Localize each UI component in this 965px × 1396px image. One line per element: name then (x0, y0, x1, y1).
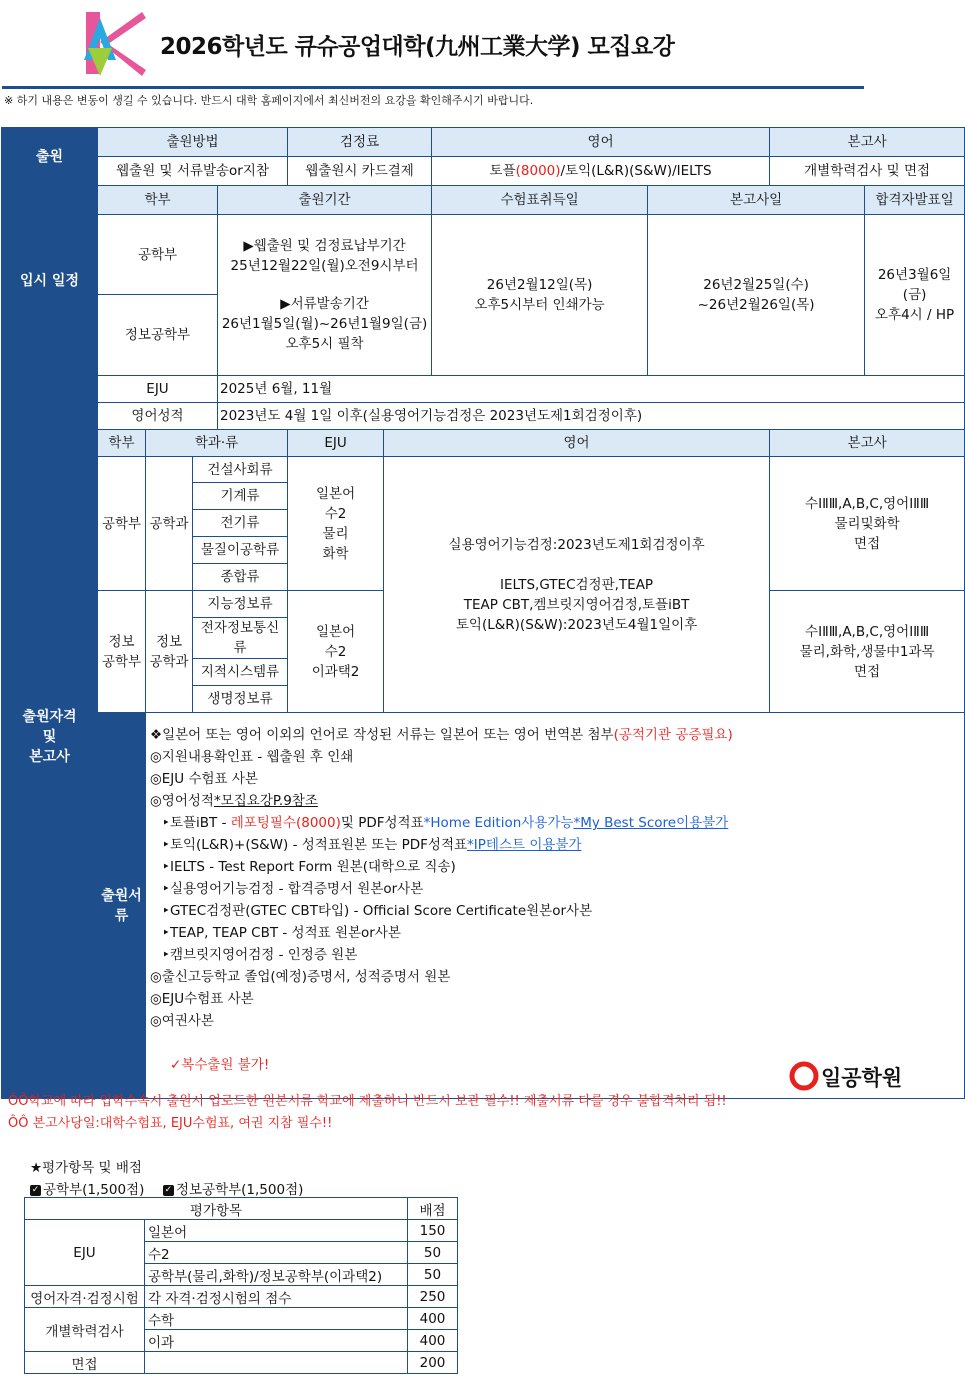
qualify-eju-info: 일본어 수2 이과택2 (288, 591, 384, 713)
course-item: 전기류 (193, 510, 288, 537)
eval-eju-label: EJU (25, 1220, 145, 1286)
doc-line: ◎EJU수험표 사본 (150, 991, 254, 1007)
qualify-header-dept: 학부 (98, 430, 146, 457)
doc-line: ‣IELTS - Test Report Form 원본(대학으로 직송) (162, 859, 456, 875)
eval-score: 400 (408, 1308, 458, 1330)
apply-header-method: 출원방법 (98, 128, 288, 157)
documents-section-label: 출원서류 (98, 713, 146, 1099)
eval-score: 150 (408, 1220, 458, 1242)
qualify-header-english: 영어 (384, 430, 770, 457)
footer-note: ÔÔ 본고사당일:대학수험표, EJU수험표, 여권 지참 필수!! (8, 1116, 333, 1131)
schedule-header-period: 출원기간 (218, 186, 432, 215)
eval-score: 50 (408, 1242, 458, 1264)
doc-line: ◎EJU 수험표 사본 (150, 771, 258, 787)
schedule-period: ▶웹출원 및 검정료납부기간 25년12월22일(월)오전9시부터 ▶서류발송기간 26년1월5일(월)~26년1월9일(금) 오후5시 필착 (218, 215, 432, 376)
schedule-result: 26년3월6일(금) 오후4시 / HP (865, 215, 965, 376)
eval-item: 각 자격·검정시험의 점수 (145, 1286, 408, 1308)
qualify-section-label: 출원자격 및 본고사 (2, 376, 98, 1099)
course-item: 건설사회류 (193, 457, 288, 483)
qualify-header-exam: 본고사 (770, 430, 965, 457)
eval-score: 400 (408, 1330, 458, 1352)
apply-header-english: 영어 (432, 128, 770, 157)
eval-interview-label: 면접 (25, 1352, 145, 1374)
course-item: 지적시스템류 (193, 659, 288, 686)
apply-header-exam: 본고사 (770, 128, 965, 157)
doc-line: ◎여권사본 (150, 1013, 214, 1029)
schedule-header-dept: 학부 (98, 186, 218, 215)
doc-line: ‣토플iBT - 레포팅필수(8000)및 PDF성적표*Home Edition사용가능*My Best Score이용불가 (162, 815, 729, 831)
apply-fee: 웹출원시 카드결제 (288, 157, 432, 186)
schedule-header-exam-date: 본고사일 (648, 186, 865, 215)
doc-line: ◎지원내용확인표 - 웹출원 후 인쇄 (150, 749, 354, 765)
eval-score: 50 (408, 1264, 458, 1286)
eval-indiv-label: 개별학력검사 (25, 1308, 145, 1352)
course-item: 지능정보류 (193, 591, 288, 618)
qualify-dept-info: 정보 공학부 (98, 591, 146, 713)
schedule-section-label: 입시 일정 (2, 186, 98, 376)
apply-english: 토플(8000)/토익(L&R)(S&W)/IELTS (432, 157, 770, 186)
qualify-header-major: 학과·류 (146, 430, 288, 457)
schedule-exam-date: 26년2월25일(수) ~26년2월26일(목) (648, 215, 865, 376)
doc-line: ‣캠브릿지영어검정 - 인정증 원본 (162, 947, 358, 963)
no-multiple-apply-note: ✓복수출원 불가! (170, 1057, 270, 1073)
svg-text:일공학원: 일공학원 (821, 1066, 903, 1090)
qualify-exam-engineering: 수ⅠⅡⅢ,A,B,C,영어ⅠⅡⅢ 물리및화학 면접 (770, 457, 965, 591)
eval-header-score: 배점 (408, 1198, 458, 1220)
course-item: 종합류 (193, 564, 288, 591)
eval-item: 공학부(물리,화학)/정보공학부(이과택2) (145, 1264, 408, 1286)
check-icon: ✓ (31, 1184, 40, 1195)
doc-line: ‣TEAP, TEAP CBT - 성적표 원본or사본 (162, 925, 401, 941)
eval-item: 수2 (145, 1242, 408, 1264)
qualify-header-eju: EJU (288, 430, 384, 457)
qualify-exam-info: 수ⅠⅡⅢ,A,B,C,영어ⅠⅡⅢ 물리,화학,생물中1과목 면접 (770, 591, 965, 713)
apply-method: 웹출원 및 서류발송or지참 (98, 157, 288, 186)
eval-item: 일본어 (145, 1220, 408, 1242)
header-divider (2, 86, 864, 89)
course-item: 기계류 (193, 483, 288, 510)
qualify-eju-value: 2025년 6월, 11월 (218, 376, 965, 403)
doc-line: ‣토익(L&R)+(S&W) - 성적표원본 또는 PDF성적표*IP테스트 이용불가 (162, 837, 582, 853)
footer-note: ÔÔ학교에 따라 입학수속시 출원시 업로드한 원본서류 학교에 제출하니 반드시 보관 필수!! 제출서류 다를 경우 불합격처리 됨!! (8, 1094, 727, 1109)
doc-line: ◎영어성적*모집요강P.9참조 (150, 793, 318, 809)
course-item: 물질이공학류 (193, 537, 288, 564)
qualify-english-value: 2023년도 4월 1일 이후(실용영어기능검정은 2023년도제1회검정이후) (218, 403, 965, 430)
eval-item-empty (145, 1352, 408, 1374)
eval-item: 수학 (145, 1308, 408, 1330)
qualify-english-label: 영어성적 (98, 403, 218, 430)
schedule-ticket: 26년2월12일(목) 오후5시부터 인쇄가능 (432, 215, 648, 376)
doc-line: ‣실용영어기능검정 - 합격증명서 원본or사본 (162, 881, 424, 897)
page-title: 2026학년도 큐슈공업대학(九州工業大学) 모집요강 (160, 34, 675, 60)
university-logo (82, 8, 148, 78)
eval-item: 이과 (145, 1330, 408, 1352)
apply-exam: 개별학력검사 및 면접 (770, 157, 965, 186)
doc-line: ◎출신고등학교 졸업(예정)증명서, 성적증명서 원본 (150, 969, 451, 985)
qualify-major-engineering: 공학과 (146, 457, 193, 591)
qualify-english-requirements: 실용영어기능검정:2023년도제1회검정이후 IELTS,GTEC검정판,TEAP TEAP CBT,켐브릿지영어검정,토플iBT 토익(L&R)(S&W):2023년도4월1일이후 (384, 457, 770, 713)
eval-header-item: 평가항목 (25, 1198, 408, 1220)
doc-line: ❖일본어 또는 영어 이외의 언어로 작성된 서류는 일본어 또는 영어 번역본 첨부(공적기관 공증필요) (150, 727, 733, 743)
course-item: 전자정보통신류 (193, 618, 288, 659)
evaluation-table (24, 1197, 458, 1374)
evaluation-heading: ★평가항목 및 배점 (30, 1160, 142, 1176)
qualify-major-info: 정보 공학과 (146, 591, 193, 713)
eval-score: 250 (408, 1286, 458, 1308)
ilgong-academy-logo (789, 1059, 909, 1093)
eval-cert-label: 영어자격·검정시험 (25, 1286, 145, 1308)
apply-section-label: 출원 (2, 128, 98, 186)
schedule-dept-engineering: 공학부 (98, 215, 218, 295)
check-icon: ✓ (164, 1184, 173, 1195)
apply-header-fee: 검정료 (288, 128, 432, 157)
eval-score: 200 (408, 1352, 458, 1374)
admission-table (1, 127, 965, 1099)
schedule-header-ticket: 수험표취득일 (432, 186, 648, 215)
course-item: 생명정보류 (193, 686, 288, 713)
doc-line: ‣GTEC검정판(GTEC CBT타입) - Official Score Certificate원본or사본 (162, 903, 593, 919)
qualify-eju-engineering: 일본어 수2 물리 화학 (288, 457, 384, 591)
schedule-dept-info: 정보공학부 (98, 295, 218, 376)
qualify-eju-label: EJU (98, 376, 218, 403)
schedule-header-result: 합격자발표일 (865, 186, 965, 215)
evaluation-departments: ✓ 공학부(1,500점) ✓ 정보공학부(1,500점) (31, 1182, 304, 1198)
qualify-dept-engineering: 공학부 (98, 457, 146, 591)
notice-text: ※ 하기 내용은 변동이 생길 수 있습니다. 반드시 대학 홈페이지에서 최신버전의 요강을 확인해주시기 바랍니다. (4, 94, 534, 107)
documents-list (146, 713, 965, 1099)
